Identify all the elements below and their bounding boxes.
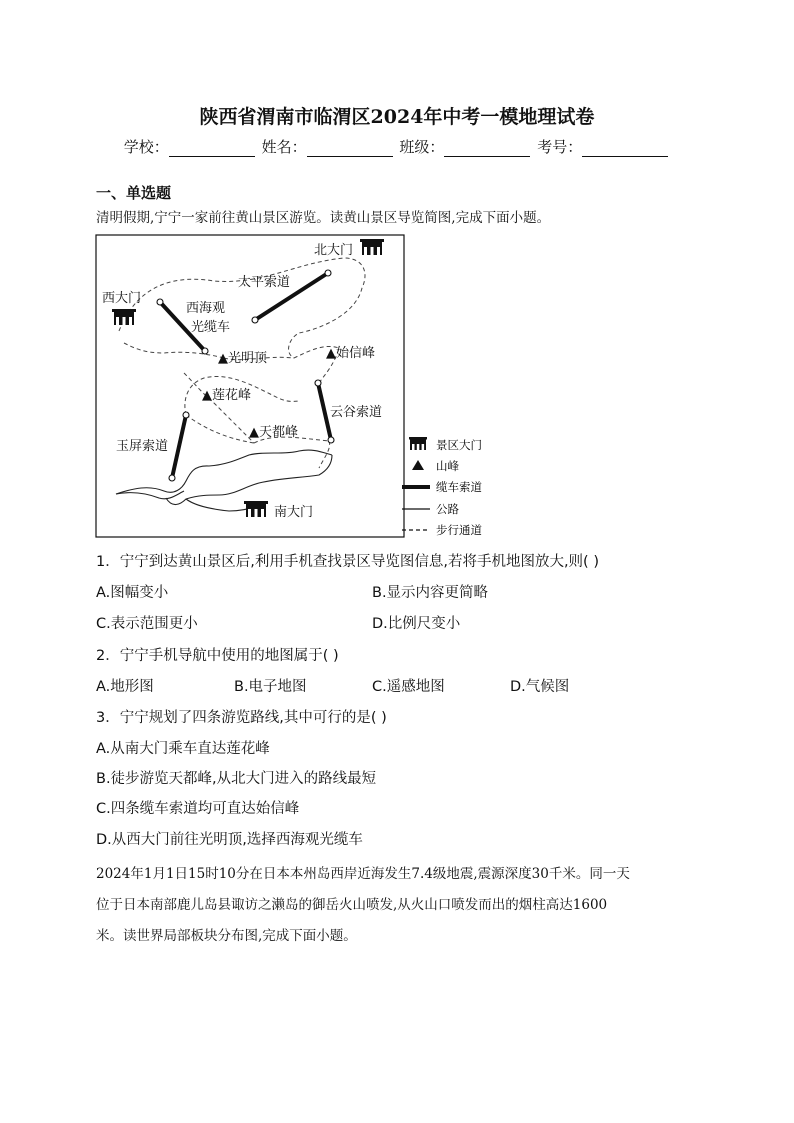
q1-option-b[interactable]: B.显示内容更简略 [372, 585, 489, 601]
q2-option-a[interactable]: A.地形图 [96, 679, 154, 695]
question-2-stem: 2．宁宁手机导航中使用的地图属于( ) [96, 648, 339, 664]
q1-option-a[interactable]: A.图幅变小 [96, 585, 169, 601]
q1-option-c[interactable]: C.表示范围更小 [96, 616, 198, 632]
q3-option-b[interactable]: B.徒步游览天都峰,从北大门进入的路线最短 [96, 771, 377, 787]
south-gate-icon [244, 501, 268, 517]
q3-option-c[interactable]: C.四条缆车索道均可直达始信峰 [96, 801, 300, 817]
intro-paragraph-2-line-3: 米。读世界局部板块分布图,完成下面小题。 [96, 928, 357, 944]
intro-paragraph-2-line-1: 2024年1月1日15时10分在日本本州岛西岸近海发生7.4级地震,震源深度30千米。同一天 [96, 866, 630, 882]
legend-gate-label: 景区大门 [436, 438, 482, 452]
legend-gate-icon [409, 437, 427, 450]
north-gate-label: 北大门 [314, 243, 354, 258]
class-blank[interactable] [444, 142, 530, 157]
legend-path-label: 步行通道 [436, 523, 482, 537]
north-gate-icon [360, 239, 384, 255]
huangshan-map [94, 233, 494, 543]
school-blank[interactable] [169, 142, 255, 157]
legend-peak-label: 山峰 [436, 459, 459, 473]
class-label: 班级： [399, 138, 445, 156]
question-3-stem: 3．宁宁规划了四条游览路线,其中可行的是( ) [96, 710, 387, 726]
legend-road-label: 公路 [436, 502, 459, 516]
q1-option-d[interactable]: D.比例尺变小 [372, 616, 461, 632]
school-label: 学校： [123, 138, 169, 156]
south-gate-label: 南大门 [274, 505, 314, 520]
guangming-peak-label: ▲光明顶 [218, 351, 267, 366]
xihai-cable-label-2: 光缆车 [191, 320, 231, 335]
question-1-stem: 1．宁宁到达黄山景区后,利用手机查找景区导览图信息,若将手机地图放大,则( ) [96, 554, 599, 570]
yungu-cable-label: 云谷索道 [330, 405, 383, 420]
name-blank[interactable] [307, 142, 393, 157]
exam-number-label: 考号： [537, 138, 583, 156]
intro-paragraph-2-line-2: 位于日本南部鹿儿岛县诹访之濑岛的御岳火山喷发,从火山口喷发而出的烟柱高达1600 [96, 897, 608, 913]
q3-option-d[interactable]: D.从西大门前往光明顶,选择西海观光缆车 [96, 832, 363, 848]
student-info-line [0, 136, 794, 157]
lianhua-peak-label: ▲莲花峰 [202, 388, 251, 403]
q2-option-c[interactable]: C.遥感地图 [372, 679, 445, 695]
yuping-cable-label: 玉屏索道 [116, 439, 169, 454]
intro-paragraph-1: 清明假期,宁宁一家前往黄山景区游览。读黄山景区导览简图,完成下面小题。 [96, 210, 551, 226]
taiping-cable-label: 太平索道 [238, 275, 291, 290]
name-label: 姓名： [261, 138, 307, 156]
xihai-cable-label: 西海观 [186, 301, 226, 316]
legend-peak-icon [412, 460, 424, 470]
tiandu-peak-label: ▲天都峰 [249, 425, 298, 440]
exam-number-blank[interactable] [582, 142, 668, 157]
q3-option-a[interactable]: A.从南大门乘车直达莲花峰 [96, 741, 270, 757]
west-gate-icon [112, 309, 136, 325]
map-legend [402, 437, 482, 537]
page-title: 陕西省渭南市临渭区2024年中考一模地理试卷 [199, 106, 595, 128]
legend-cable-label: 缆车索道 [436, 480, 482, 494]
west-gate-label: 西大门 [102, 291, 142, 306]
shixin-peak-label: ▲始信峰 [326, 346, 375, 361]
section-title: 一、单选题 [96, 184, 172, 202]
q2-option-b[interactable]: B.电子地图 [234, 679, 307, 695]
q2-option-d[interactable]: D.气候图 [510, 679, 570, 695]
